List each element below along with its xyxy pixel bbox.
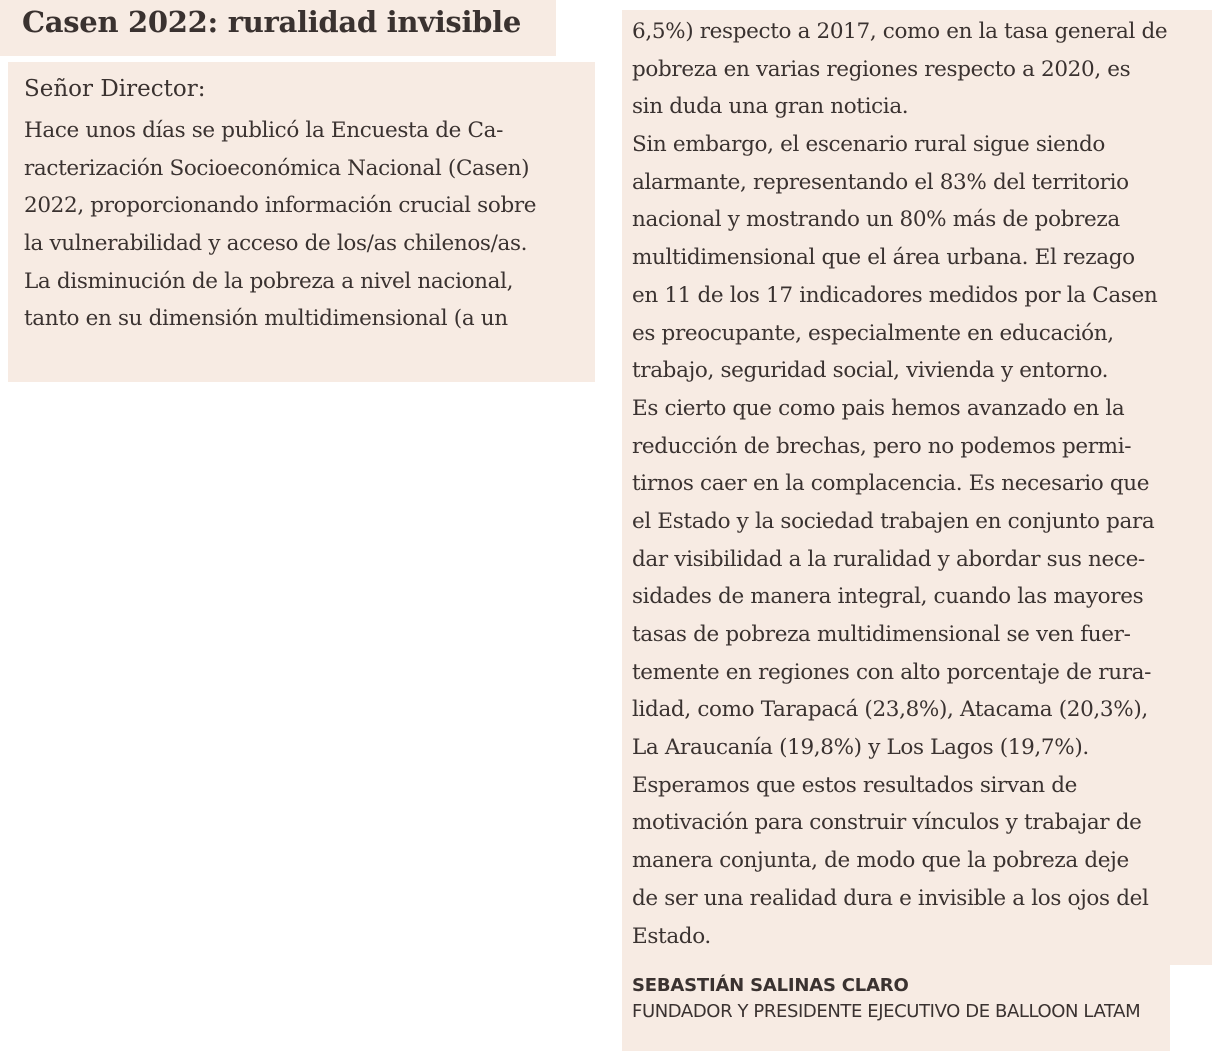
- text-line: La Araucanía (19,8%) y Los Lagos (19,7%).: [632, 735, 1089, 761]
- text-line: es preocupante, especialmente en educación,: [632, 320, 1114, 346]
- text-line: sidades de manera integral, cuando las mayores: [632, 584, 1144, 610]
- title-box: [0, 0, 556, 56]
- text-line: de ser una realidad dura e invisible a los ojos del: [632, 885, 1149, 911]
- text-line: racterización Socioeconómica Nacional (Casen): [24, 155, 530, 181]
- text-line: Estado.: [632, 923, 711, 949]
- text-line: 2022, proporcionando información crucial sobre: [24, 193, 537, 219]
- text-line: en 11 de los 17 indicadores medidos por la Casen: [632, 282, 1158, 308]
- text-line: pobreza en varias regiones respecto a 2020, es: [632, 56, 1131, 82]
- left-column: [8, 62, 595, 382]
- text-line: multidimensional que el área urbana. El rezago: [632, 245, 1135, 271]
- article-title: Casen 2022: ruralidad invisible: [22, 5, 522, 39]
- text-line: temente en regiones con alto porcentaje de rura-: [632, 659, 1152, 685]
- text-line: tanto en su dimensión multidimensional (a un: [24, 306, 508, 332]
- text-line: tirnos caer en la complacencia. Es necesario que: [632, 471, 1150, 497]
- text-line: tasas de pobreza multidimensional se ven fuer-: [632, 622, 1131, 647]
- text-line: La disminución de la pobreza a nivel nacional,: [24, 268, 514, 294]
- text-line: nacional y mostrando un 80% más de pobreza: [632, 207, 1120, 233]
- signature-block: [622, 965, 1170, 1051]
- text-line: motivación para construir vínculos y trabajar de: [632, 810, 1142, 836]
- text-line: trabajo, seguridad social, vivienda y entorno.: [632, 358, 1109, 384]
- left-column-text: [24, 112, 536, 338]
- right-column: [622, 10, 1212, 965]
- text-line: 6,5%) respecto a 2017, como en la tasa general de: [632, 19, 1168, 44]
- text-line: reducción de brechas, pero no podemos permi-: [632, 433, 1132, 459]
- text-line: sin duda una gran noticia.: [632, 94, 909, 120]
- author-name: SEBASTIÁN SALINAS CLARO: [632, 975, 909, 996]
- text-line: lidad, como Tarapacá (23,8%), Atacama (20,3%),: [632, 697, 1148, 723]
- text-line: dar visibilidad a la ruralidad y abordar sus nece-: [632, 546, 1145, 572]
- salutation: Señor Director:: [24, 76, 206, 102]
- text-line: la vulnerabilidad y acceso de los/as chilenos/as.: [24, 231, 528, 257]
- text-line: Sin embargo, el escenario rural sigue siendo: [632, 132, 1105, 158]
- text-line: alarmante, representando el 83% del territorio: [632, 169, 1129, 195]
- text-line: manera conjunta, de modo que la pobreza deje: [632, 848, 1129, 874]
- text-line: el Estado y la sociedad trabajen en conjunto para: [632, 508, 1155, 534]
- text-line: Es cierto que como pais hemos avanzado en la: [632, 395, 1125, 421]
- text-line: Hace unos días se publicó la Encuesta de Ca-: [24, 118, 503, 143]
- text-line: Esperamos que estos resultados sirvan de: [632, 772, 1077, 798]
- author-role: FUNDADOR Y PRESIDENTE EJECUTIVO DE BALLOON LATAM: [632, 1001, 1141, 1022]
- right-column-text: [632, 13, 1167, 955]
